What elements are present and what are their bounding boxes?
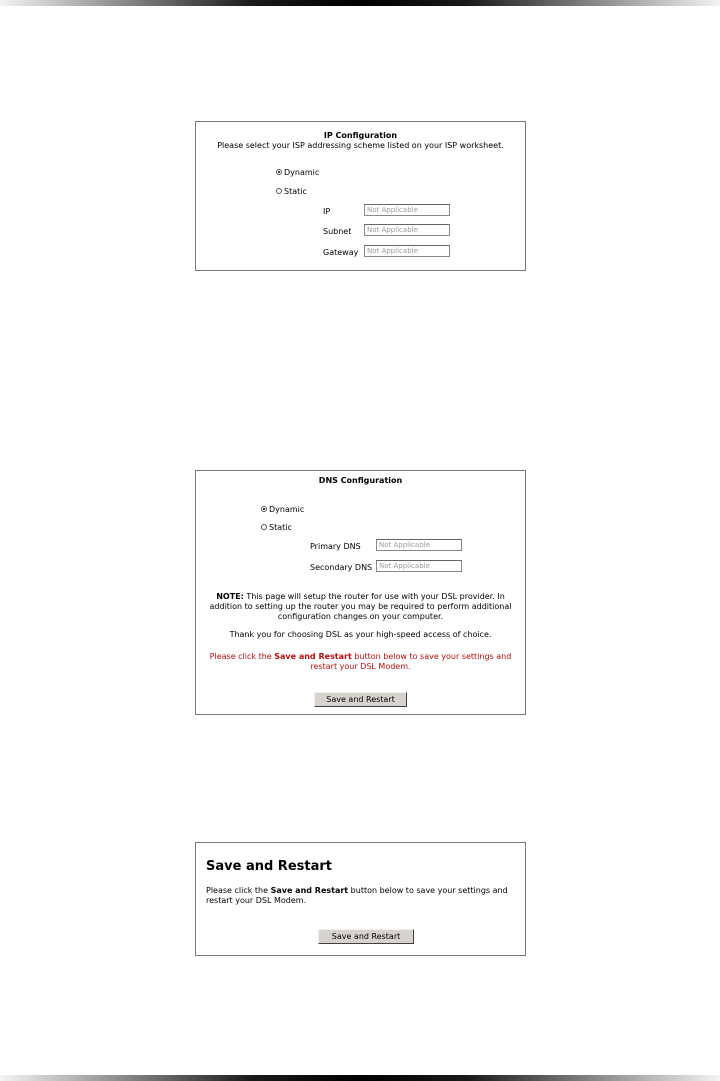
dns-note-line1 — [196, 592, 525, 601]
note-text-line1: This page will setup the router for use with your DSL provider. In — [243, 592, 505, 601]
dns-thanks-text: Thank you for choosing DSL as your high-speed access of choice. — [229, 630, 492, 639]
gateway-field-label: Gateway — [323, 248, 359, 257]
dns-static-label: Static — [269, 523, 292, 532]
save-text-after: button below to save your settings and — [351, 652, 512, 661]
gateway-field[interactable] — [364, 245, 450, 257]
dns-configuration-panel — [195, 470, 526, 715]
secondary-dns-field[interactable] — [376, 560, 462, 572]
ip-configuration-panel — [195, 121, 526, 271]
ip-config-instruction: Please select your ISP addressing scheme listed on your ISP worksheet. — [217, 141, 504, 150]
top-decorative-bar — [0, 0, 720, 6]
note-prefix: NOTE: — [216, 592, 244, 601]
ip-field-label: IP — [323, 207, 331, 216]
dns-static-radio[interactable] — [261, 524, 267, 530]
dns-dynamic-radio[interactable] — [261, 506, 267, 512]
dns-save-and-restart-button[interactable]: Save and Restart — [314, 692, 407, 707]
save-restart-text-before: Please click the — [206, 886, 271, 895]
dns-save-instruction-line2: restart your DSL Modem. — [310, 662, 411, 671]
primary-dns-label: Primary DNS — [310, 542, 361, 551]
save-text-bold: Save and Restart — [274, 652, 352, 661]
subnet-field[interactable] — [364, 224, 450, 236]
save-text-before: Please click the — [209, 652, 275, 661]
dns-dynamic-label: Dynamic — [269, 505, 305, 514]
save-restart-text-line1 — [206, 886, 508, 895]
save-and-restart-panel — [195, 842, 526, 956]
save-restart-text-after: button below to save your settings and — [348, 886, 508, 895]
dns-save-instruction-line1 — [196, 652, 525, 661]
subnet-field-label: Subnet — [323, 227, 352, 236]
save-and-restart-button[interactable]: Save and Restart — [318, 929, 414, 944]
primary-dns-field[interactable] — [376, 539, 462, 551]
secondary-dns-label: Secondary DNS — [310, 563, 373, 572]
save-restart-title: Save and Restart — [206, 859, 332, 874]
dns-note-line2: addition to setting up the router you may be required to perform additional — [209, 602, 512, 611]
save-restart-text-bold: Save and Restart — [270, 886, 349, 895]
ip-dynamic-radio[interactable] — [276, 169, 282, 175]
ip-config-title: IP Configuration — [323, 131, 398, 140]
ip-dynamic-label: Dynamic — [284, 168, 320, 177]
ip-static-label: Static — [284, 187, 307, 196]
dns-config-title: DNS Configuration — [318, 476, 403, 485]
bottom-decorative-bar — [0, 1075, 720, 1081]
ip-static-radio[interactable] — [276, 188, 282, 194]
ip-address-field[interactable] — [364, 204, 450, 216]
dns-note-line3: configuration changes on your computer. — [277, 612, 444, 621]
save-restart-text-line2: restart your DSL Modem. — [206, 896, 307, 905]
